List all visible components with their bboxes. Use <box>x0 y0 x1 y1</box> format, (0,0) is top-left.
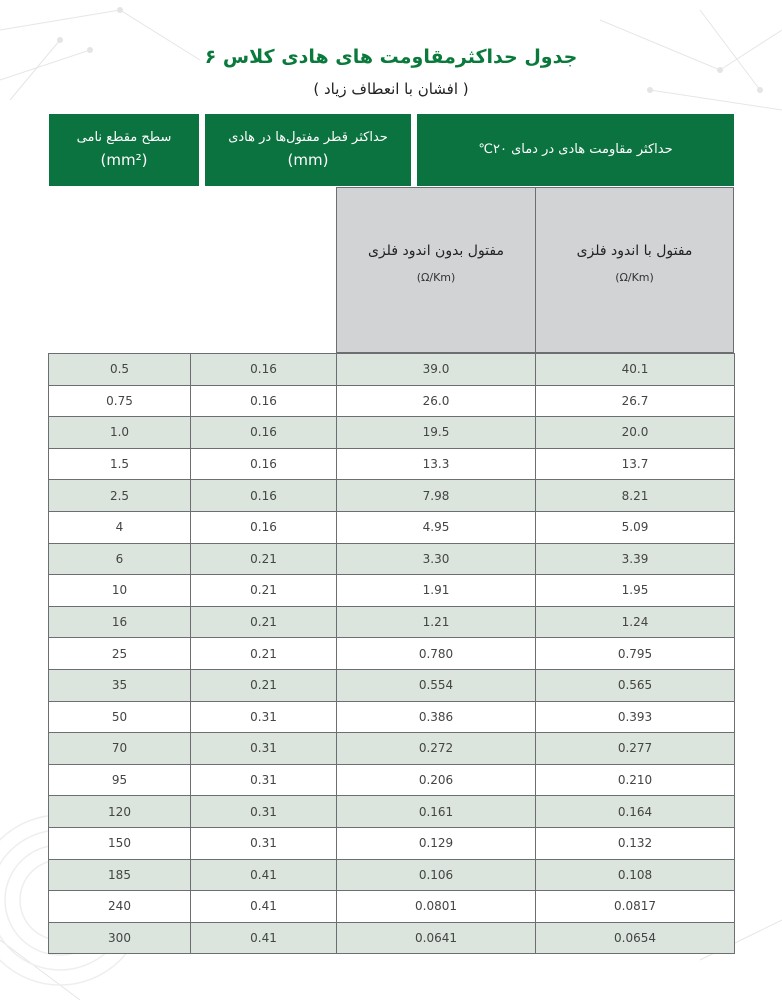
table-row <box>49 827 735 859</box>
cell-diameter: 0.31 <box>191 733 337 765</box>
cell-diameter: 0.41 <box>191 891 337 923</box>
table-row <box>49 417 735 449</box>
cell-section: 1.0 <box>49 417 191 449</box>
cell-plain: 0.106 <box>337 859 536 891</box>
table-row <box>49 480 735 512</box>
page-title: جدول حداکثرمقاومت های هادی کلاس ۶ <box>204 46 578 68</box>
cell-section: 0.5 <box>49 354 191 386</box>
cell-plain: 1.21 <box>337 606 536 638</box>
cell-plain: 0.554 <box>337 669 536 701</box>
cell-section: 120 <box>49 796 191 828</box>
resistance-table <box>48 353 735 954</box>
cell-section: 185 <box>49 859 191 891</box>
resistance-table-body <box>49 354 735 954</box>
cell-plain: 0.386 <box>337 701 536 733</box>
table-row <box>49 891 735 923</box>
cell-coated: 0.0817 <box>536 891 735 923</box>
cell-diameter: 0.16 <box>191 480 337 512</box>
cell-section: 150 <box>49 827 191 859</box>
cell-plain: 39.0 <box>337 354 536 386</box>
cell-coated: 20.0 <box>536 417 735 449</box>
subheader-coated-wire <box>535 187 734 353</box>
cell-plain: 0.0801 <box>337 891 536 923</box>
cell-coated: 0.210 <box>536 764 735 796</box>
subheader-plain-wire <box>336 187 536 353</box>
table-row <box>49 669 735 701</box>
cell-coated: 0.565 <box>536 669 735 701</box>
subheader-coated-unit: (Ω/Km) <box>615 270 654 284</box>
cell-section: 0.75 <box>49 385 191 417</box>
subheader-plain-unit: (Ω/Km) <box>416 270 456 284</box>
cell-diameter: 0.16 <box>191 354 337 386</box>
cell-diameter: 0.41 <box>191 922 337 954</box>
cell-plain: 7.98 <box>337 480 536 512</box>
cell-coated: 8.21 <box>536 480 735 512</box>
cell-coated: 1.95 <box>536 575 735 607</box>
table-row <box>49 733 735 765</box>
header-cross-section-unit: (mm²) <box>100 151 148 170</box>
header-wire-diameter-label: حداکثر قطر مفتول‌ها در هادی <box>228 129 388 145</box>
cell-section: 35 <box>49 669 191 701</box>
table-row <box>49 354 735 386</box>
cell-section: 300 <box>49 922 191 954</box>
cell-section: 240 <box>49 891 191 923</box>
cell-plain: 4.95 <box>337 511 536 543</box>
cell-coated: 40.1 <box>536 354 735 386</box>
cell-plain: 1.91 <box>337 575 536 607</box>
cell-plain: 19.5 <box>337 417 536 449</box>
header-cross-section-label: سطح مقطع نامی <box>76 129 172 145</box>
cell-section: 95 <box>49 764 191 796</box>
cell-plain: 0.272 <box>337 733 536 765</box>
cell-diameter: 0.16 <box>191 385 337 417</box>
cell-section: 10 <box>49 575 191 607</box>
cell-section: 50 <box>49 701 191 733</box>
table-row <box>49 796 735 828</box>
cell-coated: 0.164 <box>536 796 735 828</box>
cell-diameter: 0.16 <box>191 417 337 449</box>
table-row <box>49 859 735 891</box>
table-row <box>49 448 735 480</box>
table-row <box>49 922 735 954</box>
cell-coated: 0.132 <box>536 827 735 859</box>
header-wire-diameter <box>205 114 411 186</box>
table-row <box>49 764 735 796</box>
cell-diameter: 0.31 <box>191 796 337 828</box>
cell-plain: 0.206 <box>337 764 536 796</box>
header-resistance-label: حداکثر مقاومت هادی در دمای ۲۰℃ <box>478 141 673 157</box>
cell-diameter: 0.16 <box>191 511 337 543</box>
cell-diameter: 0.31 <box>191 701 337 733</box>
page-subtitle: ( افشان با انعطاف زیاد ) <box>313 80 469 98</box>
cell-coated: 1.24 <box>536 606 735 638</box>
cell-plain: 26.0 <box>337 385 536 417</box>
table-row <box>49 543 735 575</box>
cell-plain: 0.780 <box>337 638 536 670</box>
cell-diameter: 0.21 <box>191 606 337 638</box>
cell-diameter: 0.31 <box>191 827 337 859</box>
cell-diameter: 0.16 <box>191 448 337 480</box>
cell-diameter: 0.21 <box>191 543 337 575</box>
cell-coated: 0.393 <box>536 701 735 733</box>
cell-plain: 0.129 <box>337 827 536 859</box>
cell-coated: 3.39 <box>536 543 735 575</box>
cell-section: 6 <box>49 543 191 575</box>
subheader-plain-label: مفتول بدون اندود فلزی <box>368 242 504 259</box>
table-row <box>49 638 735 670</box>
header-resistance <box>417 114 734 186</box>
cell-section: 2.5 <box>49 480 191 512</box>
cell-coated: 0.108 <box>536 859 735 891</box>
cell-section: 16 <box>49 606 191 638</box>
cell-diameter: 0.41 <box>191 859 337 891</box>
header-wire-diameter-unit: (mm) <box>287 151 329 170</box>
table-row <box>49 385 735 417</box>
cell-coated: 0.0654 <box>536 922 735 954</box>
table-row <box>49 511 735 543</box>
subheader-coated-label: مفتول با اندود فلزی <box>576 242 693 259</box>
cell-diameter: 0.31 <box>191 764 337 796</box>
cell-coated: 0.795 <box>536 638 735 670</box>
table-row <box>49 701 735 733</box>
cell-plain: 13.3 <box>337 448 536 480</box>
cell-coated: 13.7 <box>536 448 735 480</box>
cell-section: 1.5 <box>49 448 191 480</box>
cell-coated: 0.277 <box>536 733 735 765</box>
cell-coated: 5.09 <box>536 511 735 543</box>
cell-section: 4 <box>49 511 191 543</box>
table-row <box>49 606 735 638</box>
cell-plain: 0.0641 <box>337 922 536 954</box>
cell-plain: 0.161 <box>337 796 536 828</box>
cell-diameter: 0.21 <box>191 638 337 670</box>
cell-plain: 3.30 <box>337 543 536 575</box>
cell-section: 25 <box>49 638 191 670</box>
table-row <box>49 575 735 607</box>
cell-coated: 26.7 <box>536 385 735 417</box>
cell-diameter: 0.21 <box>191 669 337 701</box>
cell-diameter: 0.21 <box>191 575 337 607</box>
cell-section: 70 <box>49 733 191 765</box>
header-cross-section <box>49 114 199 186</box>
